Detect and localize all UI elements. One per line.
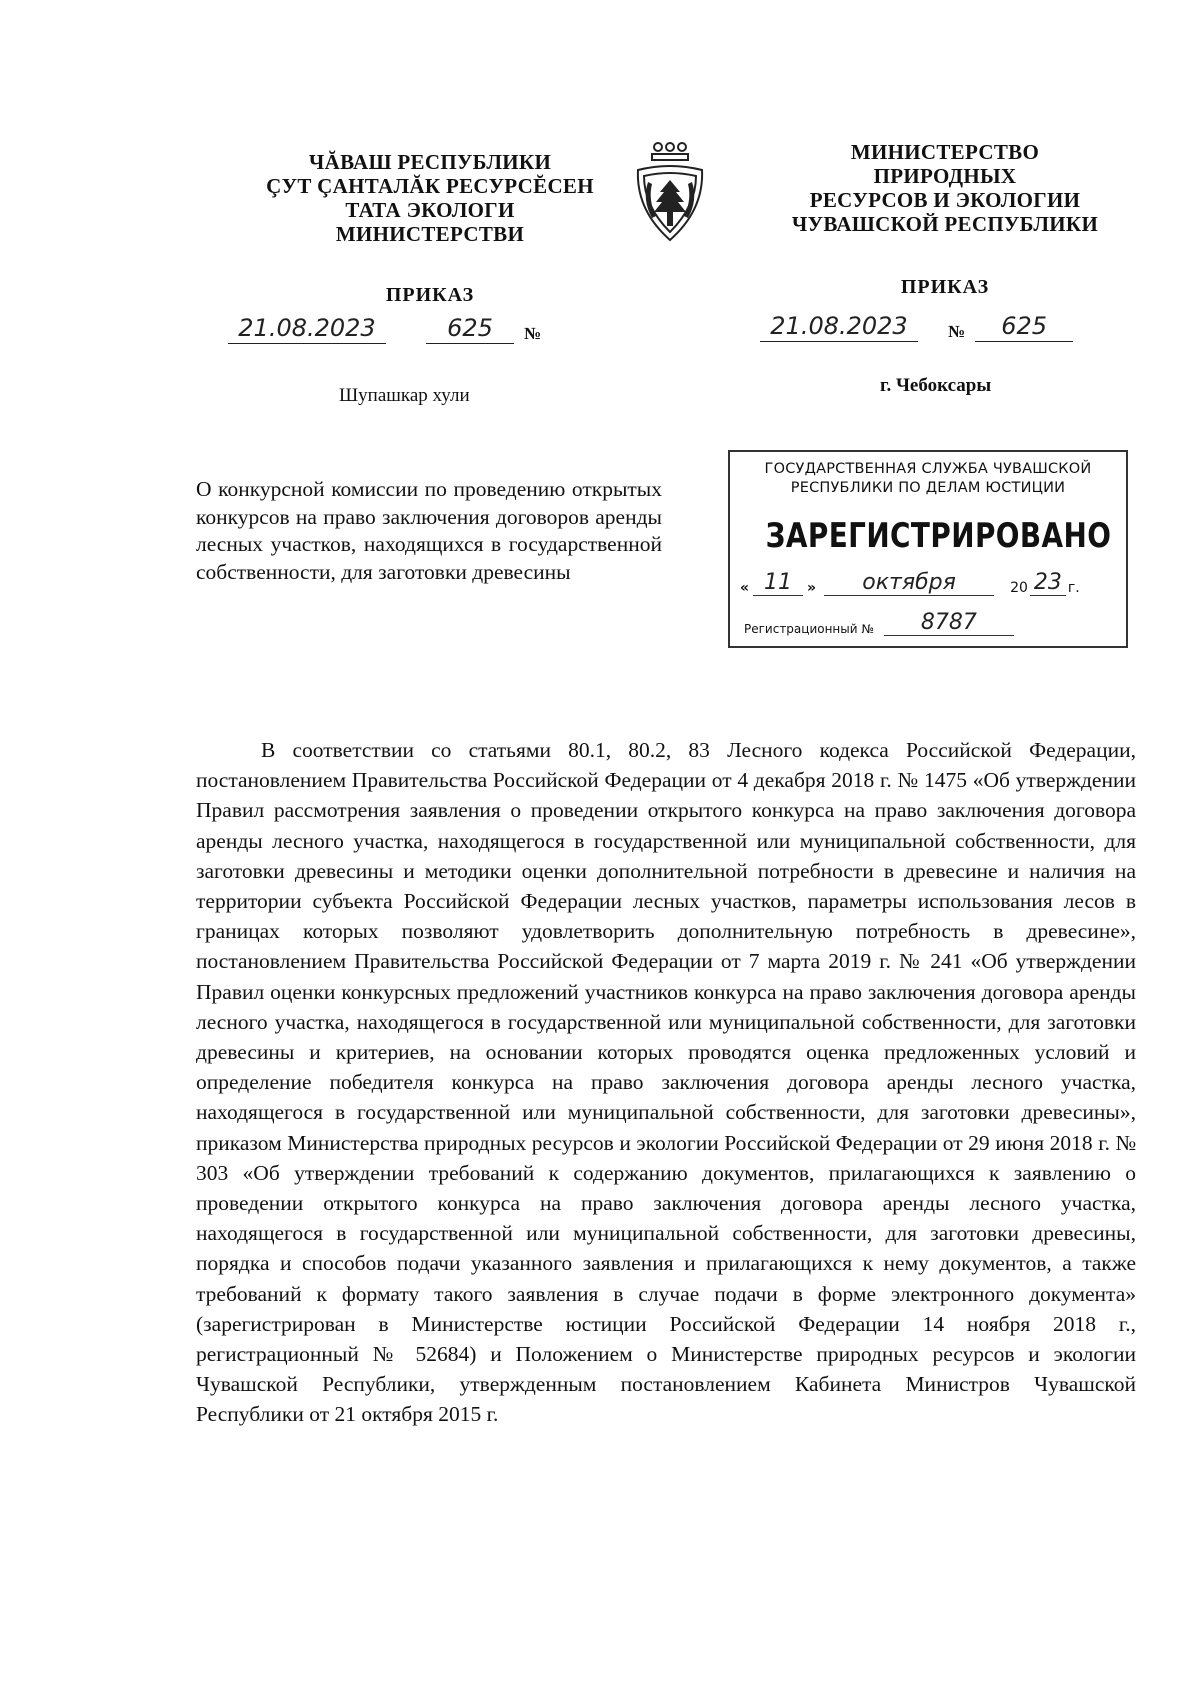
stamp-authority-line1: ГОСУДАРСТВЕННАЯ СЛУЖБА ЧУВАШСКОЙ — [764, 461, 1092, 477]
date-number-row-left — [228, 314, 551, 344]
stamp-year-unit: г. — [1067, 580, 1080, 596]
handwritten-number-right: 625 — [975, 312, 1073, 342]
chuvash-coat-of-arms-icon — [630, 140, 710, 250]
city-chuvash: Шупашкар хули — [339, 385, 470, 406]
org-name-russian-line1: МИНИСТЕРСТВО — [850, 140, 1040, 164]
stamp-reg-number: 8787 — [884, 610, 1014, 636]
order-subject: О конкурсной комиссии по проведению открытых конкурсов на право заключения договоров аренды лесных участков, находящихся в государственной собственности, для заготовки древесины — [196, 477, 662, 584]
doc-type-chuvash: ПРИКАЗ — [385, 284, 475, 306]
org-name-russian-line3: РЕСУРСОВ И ЭКОЛОГИИ — [809, 188, 1081, 212]
stamp-quote-close: » — [807, 580, 817, 596]
number-sign-left: № — [524, 324, 542, 343]
org-name-russian-line2: ПРИРОДНЫХ — [873, 164, 1017, 188]
header-right — [770, 140, 1120, 299]
stamp-year-prefix: 20 — [1010, 580, 1028, 596]
stamp-year-suffix: 23 — [1030, 570, 1066, 596]
org-name-russian-line4: ЧУВАШСКОЙ РЕСПУБЛИКИ — [791, 212, 1099, 236]
registration-stamp — [728, 450, 1128, 648]
order-body-paragraph: В соответствии со статьями 80.1, 80.2, 83 Лесного кодекса Российской Федерации, постановлением Правительства Российской Федерации от 4 декабря 2018 г. № 1475 «Об утверждении Правил рассмотрения заявления о проведении открытого конкурса на право заключения договора аренды лесного участка, находящегося в государственной или муниципальной собственности, для заготовки древесины и методики оценки дополнительной потребности в древесине и наличия на территории субъекта Российской Федерации лесных участков, параметры использования лесов в границах которых позволяют удовлетворить дополнительную потребность в древесине», постановлением Правительства Российской Федерации от 7 марта 2019 г. № 241 «Об утверждении Правил оценки конкурсных предложений участников конкурса на право заключения договора аренды лесного участка, находящегося в государственной или муниципальной собственности, для заготовки древесины и критериев, на основании которых проводятся оценка предложенных условий и определение победителя конкурса на право заключения договора аренды лесного участка, находящегося в государственной или муниципальной собственности, для заготовки древесины», приказом Министерства природных ресурсов и экологии Российской Федерации от 29 июня 2018 г. № 303 «Об утверждении требований к содержанию документов, прилагающихся к заявлению о проведении открытого конкурса на право заключения договора аренды лесного участка, находящегося в государственной или муниципальной собственности, для заготовки древесины, порядка и способов подачи указанного заявления и прилагающихся к нему документов, а также требований к формату такого заявления в случае подачи в форме электронного документа» (зарегистрирован в Министерстве юстиции Российской Федерации 14 ноября 2018 г., регистрационный № 52684) и Положением о Министерстве природных ресурсов и экологии Чувашской Республики, утвержденным постановлением Кабинета Министров Чувашской Республики от 21 октября 2015 г. — [196, 738, 1136, 1427]
handwritten-date-right: 21.08.2023 — [760, 312, 918, 342]
stamp-day: 11 — [753, 570, 803, 596]
org-name-chuvash-line3: ТАТА ЭКОЛОГИ — [345, 198, 515, 222]
stamp-quote-open: « — [740, 580, 750, 596]
header-left — [250, 150, 610, 307]
date-number-row-right — [760, 312, 1073, 342]
stamp-registered-title: ЗАРЕГИСТРИРОВАНО — [765, 516, 1112, 556]
stamp-month: октября — [824, 570, 994, 596]
org-name-chuvash-line4: МИНИСТЕРСТВИ — [335, 222, 525, 246]
handwritten-number-left: 625 — [426, 314, 514, 344]
org-name-chuvash-line1: ЧĂВАШ РЕСПУБЛИКИ — [308, 150, 552, 174]
stamp-authority-line2: РЕСПУБЛИКИ ПО ДЕЛАМ ЮСТИЦИИ — [790, 480, 1066, 496]
org-name-chuvash-line2: ÇУТ ÇАНТАЛĂК РЕСУРСĔСЕН — [266, 174, 594, 198]
number-sign-right: № — [948, 322, 966, 341]
stamp-reg-number-row — [744, 610, 1014, 636]
doc-type-russian: ПРИКАЗ — [900, 276, 990, 298]
city-russian: г. Чебоксары — [880, 375, 992, 396]
stamp-reg-label: Регистрационный № — [744, 622, 874, 636]
handwritten-date-left: 21.08.2023 — [228, 314, 386, 344]
stamp-date-row — [740, 570, 1080, 596]
